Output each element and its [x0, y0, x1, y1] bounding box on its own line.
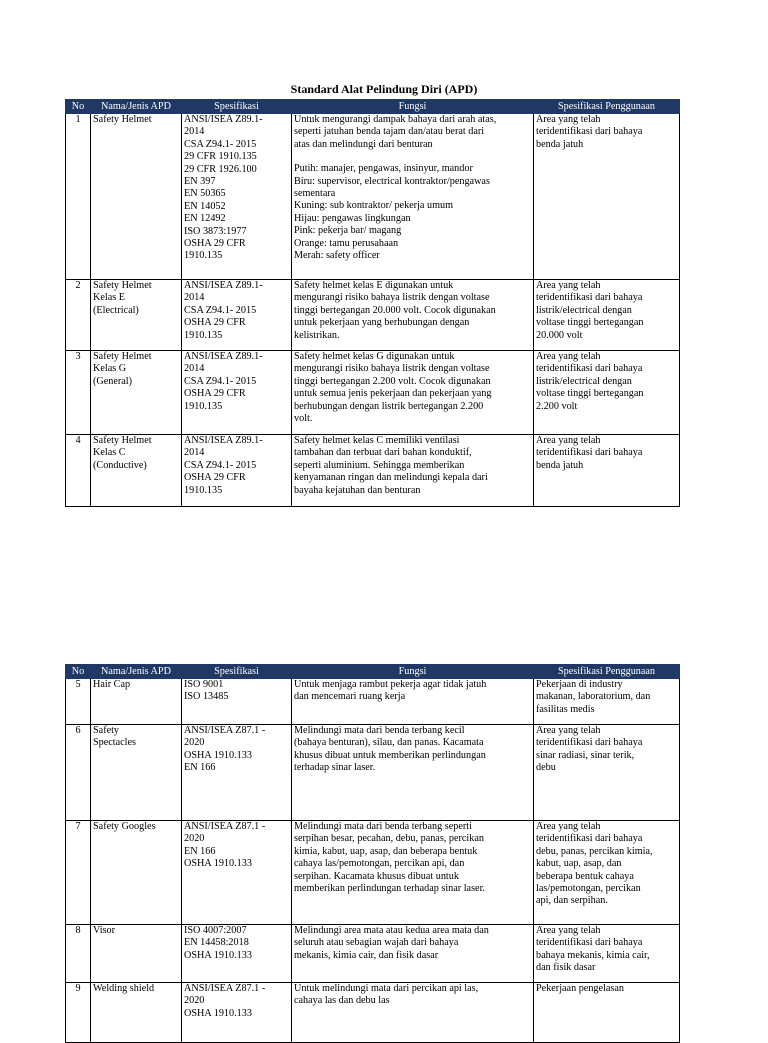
penggunaan-cell [534, 925, 680, 983]
cell-text-line: untuk semua jenis pekerjaan dan pekerjaan yang [294, 388, 492, 400]
fungsi-cell [292, 983, 534, 1043]
cell-text-line: atas dan melindungi dari benturan [294, 138, 433, 150]
cell-text-line: EN 50365 [184, 188, 226, 200]
cell-text-line: Spectacles [93, 737, 136, 749]
spesifikasi-cell [182, 821, 292, 925]
cell-text-line: 1910.135 [184, 329, 223, 341]
cell-text-line: teridentifikasi dari bahaya [536, 737, 643, 749]
cell-text-line: Area yang telah [536, 351, 601, 362]
cell-text-line: 2014 [184, 292, 205, 304]
cell-text-line: tambahan dan terbuat dari bahan konduktif, [294, 447, 472, 459]
cell-text-line: (General) [93, 375, 133, 387]
apd-name-cell [91, 280, 182, 351]
cell-text-line: teridentifikasi dari bahaya [536, 363, 643, 375]
cell-text-line: teridentifikasi dari bahaya [536, 833, 643, 845]
cell-text-line: (Conductive) [93, 459, 147, 471]
table-row [66, 821, 680, 925]
spesifikasi-cell [182, 280, 292, 351]
cell-text-line: Kelas G [93, 363, 127, 375]
cell-text-line: bayaha kejatuhan dan benturan [294, 484, 421, 496]
cell-text-line: debu [536, 762, 556, 774]
cell-text-line: Putih: manajer, pengawas, insinyur, mandor [294, 163, 473, 175]
cell-text-line: CSA Z94.1- 2015 [184, 138, 257, 150]
cell-text-line: kabut, uap, asap, dan [536, 858, 622, 870]
cell-text-line: (bahaya benturan), silau, dan panas. Kacamata [294, 737, 484, 749]
cell-text-line: Melindungi area mata atau kedua area mata dan [294, 925, 489, 936]
cell-text-line: Area yang telah [536, 725, 601, 736]
cell-text-line: seperti aluminium. Sehingga memberikan [294, 459, 465, 471]
apd-name-cell [91, 925, 182, 983]
spesifikasi-cell [182, 679, 292, 725]
cell-text-line: seperti jatuhan benda tajam dan/atau berat dari [294, 126, 485, 138]
cell-text-line: teridentifikasi dari bahaya [536, 447, 643, 459]
cell-text-line: voltase tinggi bertegangan [536, 388, 644, 400]
cell-text-line: ANSI/ISEA Z87.1 - [184, 725, 266, 736]
spesifikasi-cell [182, 983, 292, 1043]
cell-text-line: teridentifikasi dari bahaya [536, 126, 643, 138]
table-body [66, 679, 680, 1043]
row-number: 7 [66, 821, 91, 925]
cell-text-line: Safety Googles [93, 821, 156, 832]
cell-text-line: fasilitas medis [536, 703, 595, 715]
cell-text-line: (Electrical) [93, 304, 139, 316]
spesifikasi-cell [182, 114, 292, 280]
table-row [66, 925, 680, 983]
cell-text-line: memberikan perlindungan terhadap sinar laser. [294, 883, 485, 895]
apd-table-2 [65, 664, 680, 1043]
cell-text-line: benda jatuh [536, 138, 584, 150]
cell-text-line: serpihan besar, pecahan, debu, panas, percikan [294, 833, 484, 845]
cell-text-line: OSHA 29 CFR [184, 238, 246, 250]
cell-text-line: Kelas C [93, 447, 126, 459]
cell-text-line: Area yang telah [536, 821, 601, 832]
cell-text-line: Area yang telah [536, 114, 601, 125]
cell-text-line: cahaya las dan debu las [294, 995, 390, 1007]
cell-text-line: Safety helmet kelas G digunakan untuk [294, 351, 455, 362]
cell-text-line: sementara [294, 188, 336, 200]
penggunaan-cell [534, 983, 680, 1043]
header-nama: Nama/Jenis APD [91, 100, 182, 114]
cell-text-line: EN 397 [184, 176, 216, 188]
cell-text-line: teridentifikasi dari bahaya [536, 937, 643, 949]
cell-text-line: debu, panas, percikan kimia, [536, 845, 653, 857]
cell-text-line: 2014 [184, 447, 205, 459]
cell-text-line: OSHA 1910.133 [184, 858, 252, 870]
cell-text-line: 1910.135 [184, 250, 223, 262]
cell-text-line: Area yang telah [536, 925, 601, 936]
cell-text-line: Hair Cap [93, 679, 131, 690]
cell-text-line: mengurangi risiko bahaya listrik dengan voltase [294, 292, 490, 304]
cell-text-line: Safety helmet kelas C memiliki ventilasi [294, 435, 460, 446]
cell-text-line: ISO 4007:2007 [184, 925, 247, 936]
cell-text-line: CSA Z94.1- 2015 [184, 304, 257, 316]
fungsi-cell [292, 725, 534, 821]
cell-text-line: Safety Helmet [93, 280, 152, 291]
fungsi-cell [292, 925, 534, 983]
cell-text-line: EN 166 [184, 845, 216, 857]
cell-text-line: ANSI/ISEA Z89.1- [184, 280, 263, 291]
cell-text-line: EN 14052 [184, 200, 226, 212]
row-number: 9 [66, 983, 91, 1043]
apd-name-cell [91, 679, 182, 725]
cell-text-line: Biru: supervisor, electrical kontraktor/pengawas [294, 175, 490, 187]
header-spesifikasi: Spesifikasi [182, 665, 292, 679]
cell-text-line: teridentifikasi dari bahaya [536, 292, 643, 304]
header-penggunaan: Spesifikasi Penggunaan [534, 665, 680, 679]
penggunaan-cell [534, 679, 680, 725]
spesifikasi-cell [182, 725, 292, 821]
cell-text-line: 2014 [184, 126, 205, 138]
cell-text-line: benda jatuh [536, 459, 584, 471]
header-penggunaan: Spesifikasi Penggunaan [534, 100, 680, 114]
header-no: No [66, 100, 91, 114]
cell-text-line: Untuk mengurangi dampak bahaya dari arah atas, [294, 114, 497, 125]
cell-text-line: Safety helmet kelas E digunakan untuk [294, 280, 454, 291]
cell-text-line: ISO 3873:1977 [184, 225, 247, 237]
cell-text-line: 1910.135 [184, 400, 223, 412]
cell-text-line: sinar radiasi, sinar terik, [536, 749, 635, 761]
cell-text-line: serpihan. Kacamata khusus dibuat untuk [294, 870, 459, 882]
table-header-row [66, 665, 680, 679]
fungsi-cell [292, 114, 534, 280]
spesifikasi-cell [182, 351, 292, 435]
spesifikasi-cell [182, 925, 292, 983]
header-spesifikasi: Spesifikasi [182, 100, 292, 114]
row-number: 3 [66, 351, 91, 435]
table-row [66, 280, 680, 351]
cell-text-line: Merah: safety officer [294, 250, 380, 262]
cell-text-line: khusus dibuat untuk memberikan perlindungan [294, 749, 486, 761]
cell-text-line: volt. [294, 413, 313, 425]
fungsi-cell [292, 821, 534, 925]
cell-text-line: OSHA 1910.133 [184, 949, 252, 961]
cell-text-line: tinggi bertegangan 2.200 volt. Cocok digunakan [294, 375, 491, 387]
cell-text-line: ISO 9001 [184, 679, 224, 690]
cell-text-line: listrik/electrical dengan [536, 375, 632, 387]
cell-text-line: ANSI/ISEA Z87.1 - [184, 983, 266, 994]
table-row [66, 679, 680, 725]
cell-text-line: seluruh atau sebagian wajah dari bahaya [294, 937, 459, 949]
cell-text-line: OSHA 29 CFR [184, 388, 246, 400]
cell-text-line: tinggi bertegangan 20.000 volt. Cocok digunakan [294, 304, 496, 316]
cell-text-line: CSA Z94.1- 2015 [184, 459, 257, 471]
apd-name-cell [91, 114, 182, 280]
cell-text-line: terhadap sinar laser. [294, 762, 376, 774]
row-number: 6 [66, 725, 91, 821]
cell-text-line: kimia, kabut, uap, asap, dan beberapa bentuk [294, 845, 478, 857]
cell-text-line: Untuk melindungi mata dari percikan api las, [294, 983, 479, 994]
cell-text-line: mekanis, kimia cair, dan fisik dasar [294, 949, 439, 961]
cell-text-line: 29 CFR 1926.100 [184, 163, 257, 175]
fungsi-cell [292, 351, 534, 435]
cell-text-line: 2.200 volt [536, 400, 578, 412]
apd-name-cell [91, 725, 182, 821]
cell-text-line: ANSI/ISEA Z89.1- [184, 351, 263, 362]
cell-text-line: ANSI/ISEA Z87.1 - [184, 821, 266, 832]
table-header-row [66, 100, 680, 114]
cell-text-line: Safety [93, 725, 120, 736]
header-nama: Nama/Jenis APD [91, 665, 182, 679]
cell-text-line: Pekerjaan di industry [536, 679, 623, 690]
cell-text-line: ISO 13485 [184, 691, 229, 703]
cell-text-line: mengurangi risiko bahaya listrik dengan voltase [294, 363, 490, 375]
cell-text-line: listrik/electrical dengan [536, 304, 632, 316]
fungsi-cell [292, 679, 534, 725]
cell-text-line: Safety Helmet [93, 114, 152, 125]
apd-name-cell [91, 821, 182, 925]
cell-text-line: EN 166 [184, 762, 216, 774]
apd-name-cell [91, 435, 182, 507]
cell-text-line: Area yang telah [536, 280, 601, 291]
cell-text-line: Safety Helmet [93, 351, 152, 362]
cell-text-line: Kelas E [93, 292, 125, 304]
header-fungsi: Fungsi [292, 665, 534, 679]
cell-text-line: kenyamanan ringan dan melindungi kepala dari [294, 472, 488, 484]
cell-text-line: OSHA 1910.133 [184, 749, 252, 761]
cell-text-line: makanan, laboratorium, dan [536, 691, 651, 703]
cell-text-line [294, 151, 531, 163]
cell-text-line: ANSI/ISEA Z89.1- [184, 435, 263, 446]
cell-text-line: api, dan serpihan. [536, 895, 608, 907]
cell-text-line: voltase tinggi bertegangan [536, 317, 644, 329]
row-number: 1 [66, 114, 91, 280]
cell-text-line: Untuk menjaga rambut pekerja agar tidak jatuh [294, 679, 487, 690]
apd-table-1 [65, 99, 680, 507]
cell-text-line: EN 14458:2018 [184, 937, 249, 949]
header-fungsi: Fungsi [292, 100, 534, 114]
row-number: 8 [66, 925, 91, 983]
cell-text-line: las/pemotongan, percikan [536, 883, 641, 895]
table-body [66, 114, 680, 507]
cell-text-line: dan mencemari ruang kerja [294, 691, 406, 703]
penggunaan-cell [534, 435, 680, 507]
cell-text-line: OSHA 29 CFR [184, 472, 246, 484]
table-row [66, 983, 680, 1043]
cell-text-line: Area yang telah [536, 435, 601, 446]
cell-text-line: 2020 [184, 737, 205, 749]
cell-text-line: Welding shield [93, 983, 155, 994]
cell-text-line: Orange: tamu perusahaan [294, 237, 399, 249]
fungsi-cell [292, 435, 534, 507]
cell-text-line: beberapa bentuk cahaya [536, 870, 634, 882]
cell-text-line: berhubungan dengan listrik bertegangan 2.200 [294, 400, 484, 412]
cell-text-line: Kuning: sub kontraktor/ pekerja umum [294, 200, 454, 212]
fungsi-cell [292, 280, 534, 351]
table-row [66, 435, 680, 507]
penggunaan-cell [534, 114, 680, 280]
header-no: No [66, 665, 91, 679]
cell-text-line: 2014 [184, 363, 205, 375]
cell-text-line: Safety Helmet [93, 435, 152, 446]
cell-text-line: kelistrikan. [294, 329, 340, 341]
cell-text-line: 2020 [184, 995, 205, 1007]
apd-name-cell [91, 351, 182, 435]
penggunaan-cell [534, 351, 680, 435]
cell-text-line: 1910.135 [184, 484, 223, 496]
page-title: Standard Alat Pelindung Diri (APD) [290, 82, 478, 96]
cell-text-line: Melindungi mata dari benda terbang kecil [294, 725, 465, 736]
cell-text-line: EN 12492 [184, 213, 226, 225]
penggunaan-cell [534, 821, 680, 925]
cell-text-line: Hijau: pengawas lingkungan [294, 212, 411, 224]
row-number: 5 [66, 679, 91, 725]
cell-text-line: 29 CFR 1910.135 [184, 151, 257, 163]
cell-text-line: dan fisik dasar [536, 962, 596, 974]
penggunaan-cell [534, 280, 680, 351]
cell-text-line: untuk pekerjaan yang berhubungan dengan [294, 317, 470, 329]
cell-text-line: 20.000 volt [536, 329, 583, 341]
spesifikasi-cell [182, 435, 292, 507]
cell-text-line: Pink: pekerja bar/ magang [294, 225, 402, 237]
cell-text-line: OSHA 29 CFR [184, 317, 246, 329]
cell-text-line: CSA Z94.1- 2015 [184, 375, 257, 387]
cell-text-line: cahaya las/pemotongan, percikan api, dan [294, 858, 465, 870]
table-row [66, 351, 680, 435]
apd-name-cell [91, 983, 182, 1043]
table-row [66, 114, 680, 280]
row-number: 2 [66, 280, 91, 351]
cell-text-line: ANSI/ISEA Z89.1- [184, 114, 263, 125]
row-number: 4 [66, 435, 91, 507]
cell-text-line: OSHA 1910.133 [184, 1007, 252, 1019]
cell-text-line: Melindungi mata dari benda terbang seperti [294, 821, 472, 832]
cell-text-line: bahaya mekanis, kimia cair, [536, 949, 650, 961]
cell-text-line: 2020 [184, 833, 205, 845]
penggunaan-cell [534, 725, 680, 821]
cell-text-line: Visor [93, 925, 116, 936]
table-row [66, 725, 680, 821]
cell-text-line: Pekerjaan pengelasan [536, 983, 624, 994]
